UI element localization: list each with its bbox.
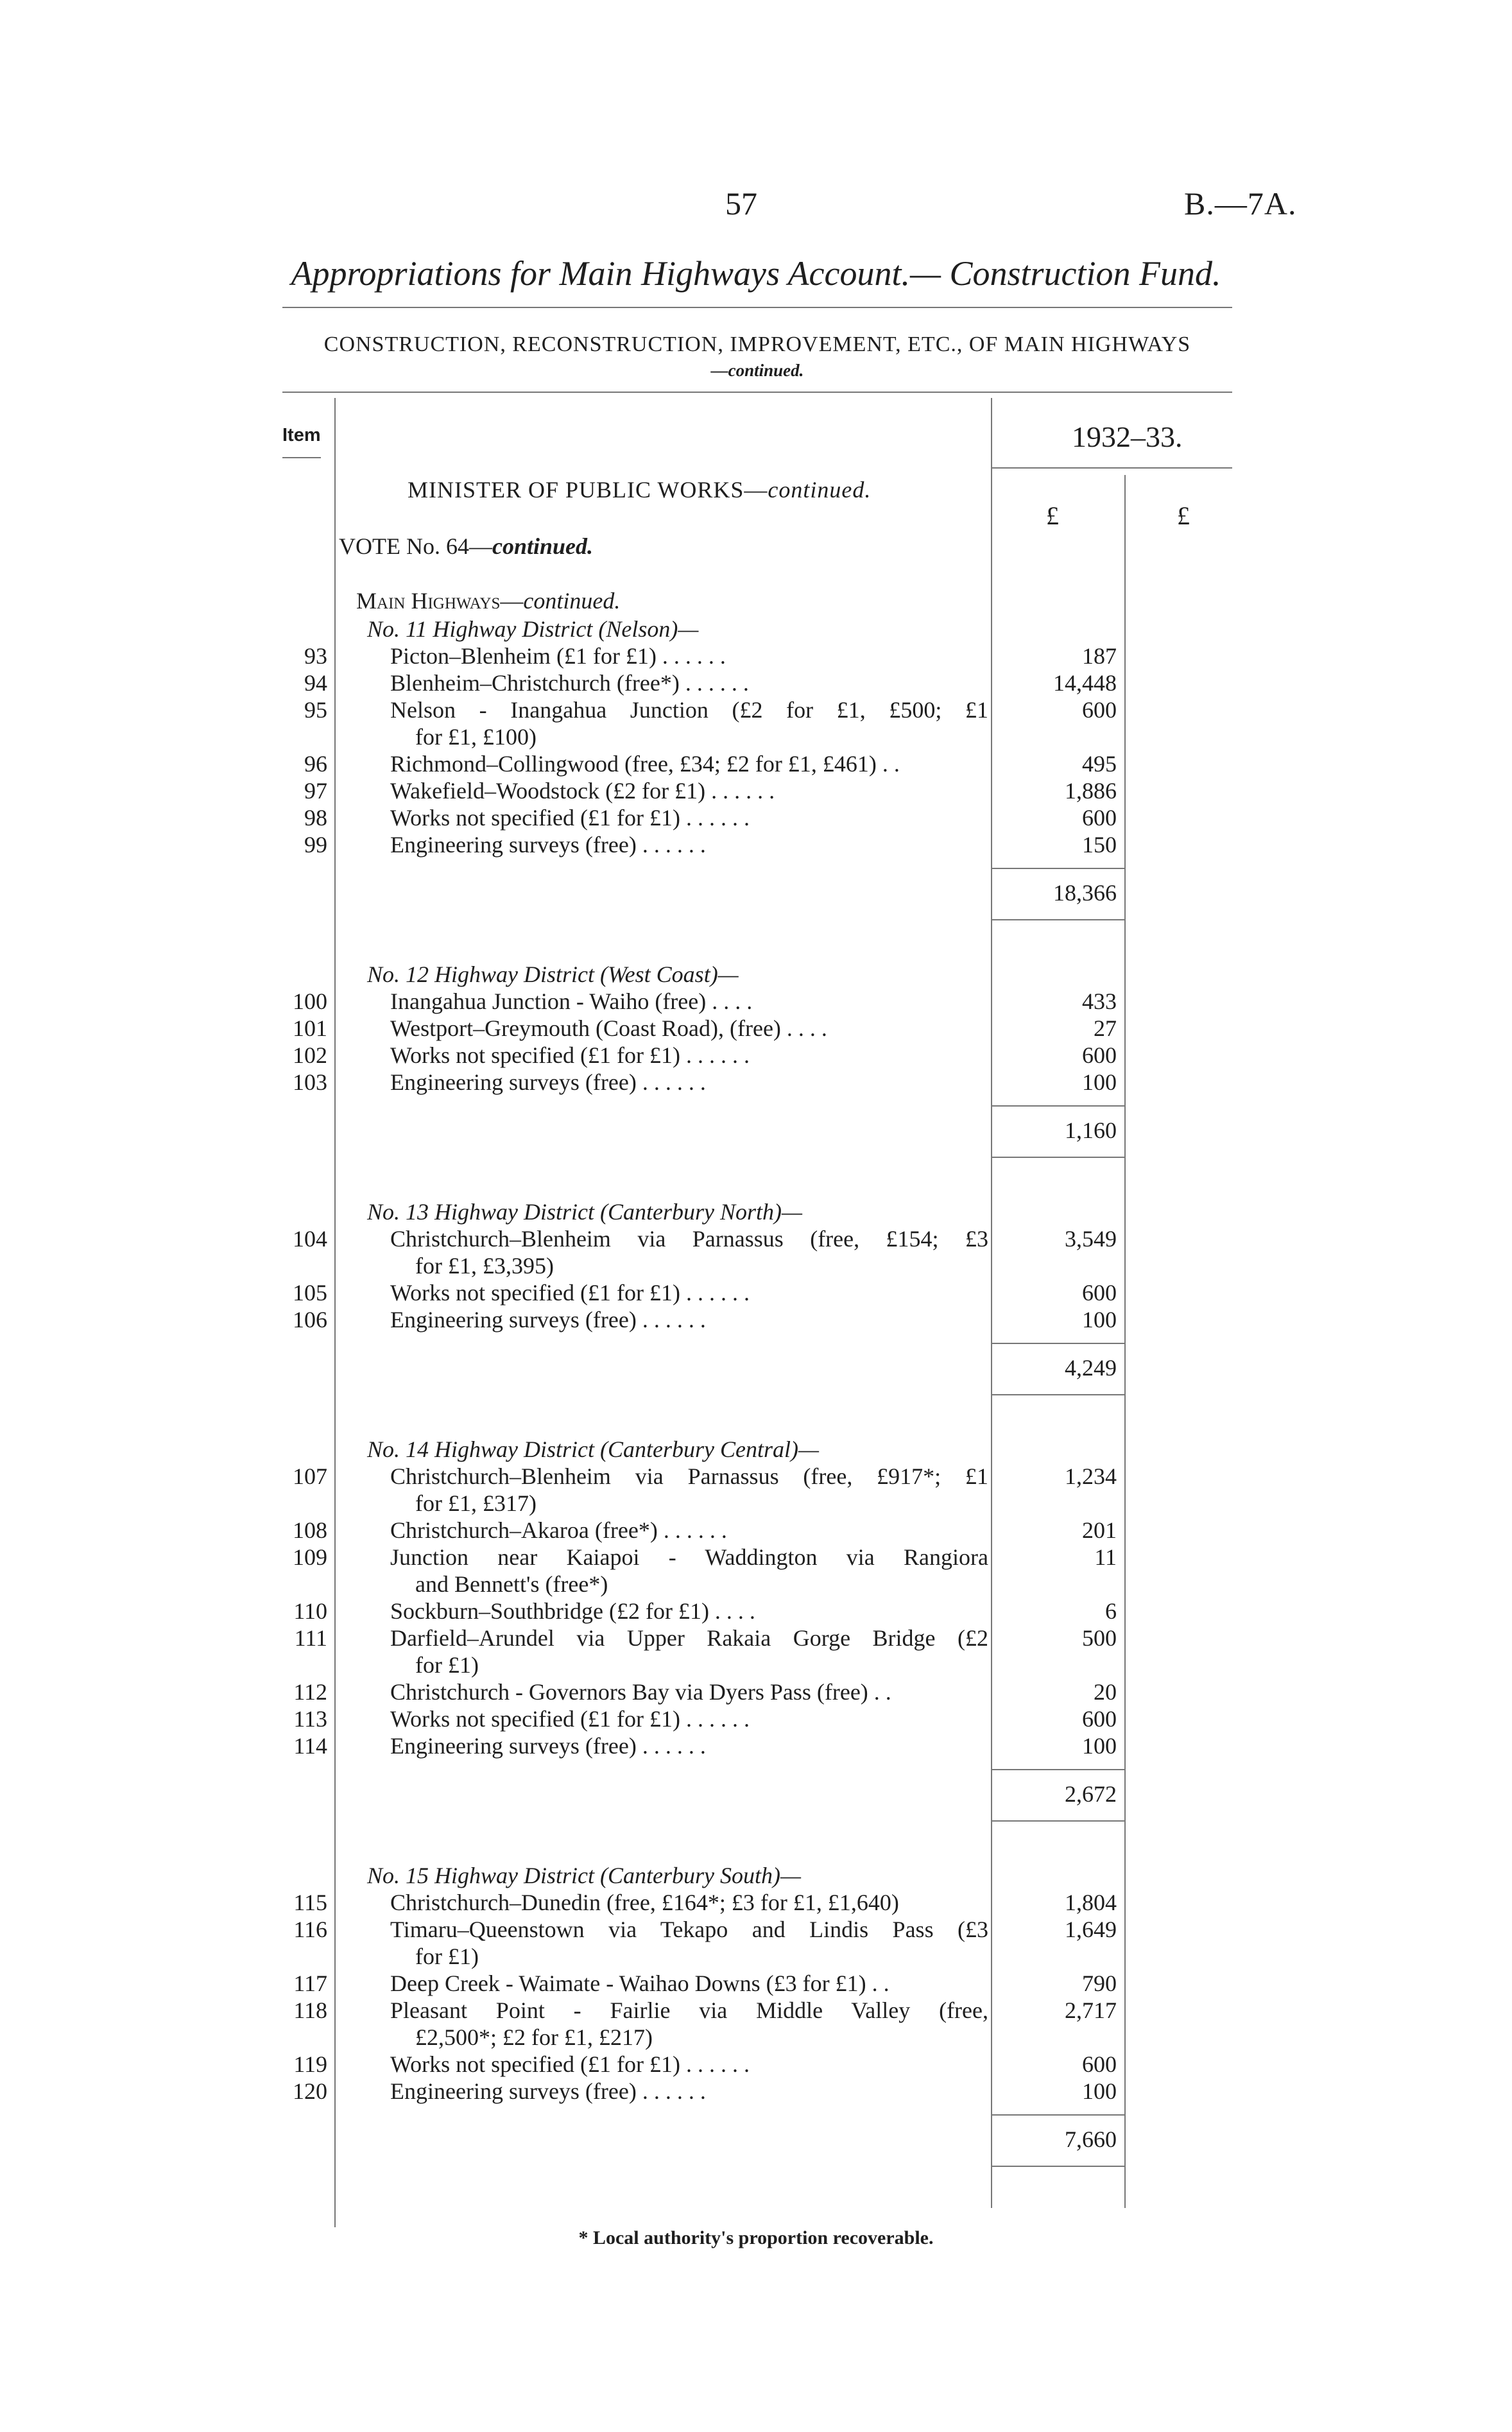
item-description: Works not specified (£1 for £1) . . . . . . xyxy=(390,1706,750,1732)
item-number: 106 xyxy=(293,1307,327,1332)
item-description: Deep Creek - Waimate - Waihao Downs (£3 for £1) . . xyxy=(390,1971,889,1996)
item-description-continued: for £1, £3,395) xyxy=(415,1253,554,1279)
item-number: 95 xyxy=(304,697,327,723)
vote-heading xyxy=(339,533,593,560)
table-row xyxy=(0,1888,1512,1917)
item-number: 101 xyxy=(293,1015,327,1041)
item-description: Nelson - Inangahua Junction (£2 for £1, £500; £1 xyxy=(390,697,988,723)
document-reference: B.—7A. xyxy=(1184,185,1297,221)
item-amount: 100 xyxy=(1082,2078,1117,2104)
item-number: 99 xyxy=(304,832,327,858)
total-rule xyxy=(991,2166,1126,2167)
item-description: Timaru–Queenstown via Tekapo and Lindis Pass (£3 xyxy=(390,1917,988,1942)
item-number: 120 xyxy=(293,2078,327,2104)
table-row xyxy=(0,1996,1512,2024)
table-row-continuation xyxy=(0,1252,1512,1280)
table-row xyxy=(0,669,1512,697)
footnote: * Local authority's proportion recoverable. xyxy=(578,2227,934,2248)
district-heading: No. 13 Highway District (Canterbury North)— xyxy=(367,1199,803,1225)
table-row xyxy=(0,1624,1512,1652)
item-amount: 790 xyxy=(1082,1971,1117,1996)
item-description: Engineering surveys (free) . . . . . . xyxy=(390,1307,706,1332)
fiscal-year-header: 1932–33. xyxy=(1072,420,1183,453)
table-row xyxy=(0,1705,1512,1733)
item-amount: 100 xyxy=(1082,1069,1117,1095)
item-description: Engineering surveys (free) . . . . . . xyxy=(390,1069,706,1095)
item-description: Westport–Greymouth (Coast Road), (free) . . . . xyxy=(390,1015,827,1041)
subtotal-rule xyxy=(991,1343,1126,1344)
section-subtitle-continued: —continued. xyxy=(710,361,804,380)
district-total: 18,366 xyxy=(1053,880,1117,906)
table-row xyxy=(0,1678,1512,1706)
vote-continued: continued. xyxy=(492,533,594,559)
table-row xyxy=(0,1597,1512,1625)
table-row xyxy=(0,1306,1512,1334)
item-description: Christchurch–Blenheim via Parnassus (free, £917*; £1 xyxy=(390,1463,988,1489)
item-description: Junction near Kaiapoi - Waddington via Rangiora xyxy=(390,1544,988,1570)
minister-name: MINISTER OF PUBLIC WORKS— xyxy=(408,477,768,503)
item-number: 118 xyxy=(293,1997,327,2023)
main-highways-label: Main Highways— xyxy=(356,588,524,614)
item-description: Richmond–Collingwood (free, £34; £2 for £1, £461) . . xyxy=(390,751,900,777)
table-row xyxy=(0,831,1512,859)
district-heading: No. 12 Highway District (West Coast)— xyxy=(367,962,739,987)
item-description: Christchurch–Blenheim via Parnassus (free, £154; £3 xyxy=(390,1226,988,1252)
item-number: 114 xyxy=(293,1733,327,1759)
table-row-continuation xyxy=(0,1489,1512,1517)
item-number: 110 xyxy=(293,1598,327,1624)
item-amount: 600 xyxy=(1082,697,1117,723)
item-amount: 6 xyxy=(1105,1598,1117,1624)
item-description: Darfield–Arundel via Upper Rakaia Gorge Bridge (£2 xyxy=(390,1625,988,1651)
item-number: 100 xyxy=(293,988,327,1014)
item-number: 109 xyxy=(293,1544,327,1570)
item-description: Works not specified (£1 for £1) . . . . . . xyxy=(390,805,750,831)
item-description: Engineering surveys (free) . . . . . . xyxy=(390,832,706,858)
item-description: Christchurch–Dunedin (free, £164*; £3 for £1, £1,640) xyxy=(390,1890,899,1915)
item-description: Works not specified (£1 for £1) . . . . . . xyxy=(390,2051,750,2077)
item-amount: 600 xyxy=(1082,1706,1117,1732)
item-description: Picton–Blenheim (£1 for £1) . . . . . . xyxy=(390,643,726,669)
item-description: Works not specified (£1 for £1) . . . . . . xyxy=(390,1042,750,1068)
item-number: 116 xyxy=(293,1917,327,1942)
item-amount: 495 xyxy=(1082,751,1117,777)
item-number: 108 xyxy=(293,1517,327,1543)
table-row-continuation xyxy=(0,1942,1512,1971)
item-number: 94 xyxy=(304,670,327,696)
item-description-continued: for £1) xyxy=(415,1652,479,1678)
district-total: 4,249 xyxy=(1065,1355,1117,1381)
table-row xyxy=(0,777,1512,805)
item-amount: 3,549 xyxy=(1065,1226,1117,1252)
item-amount: 100 xyxy=(1082,1307,1117,1332)
item-number: 117 xyxy=(293,1971,327,1996)
vote-number: VOTE No. 64— xyxy=(339,533,492,559)
item-number: 105 xyxy=(293,1280,327,1306)
subtotal-rule xyxy=(991,868,1126,869)
item-amount: 187 xyxy=(1082,643,1117,669)
item-description: Christchurch - Governors Bay via Dyers Pass (free) . . xyxy=(390,1679,891,1705)
item-amount: 20 xyxy=(1094,1679,1117,1705)
district-total: 7,660 xyxy=(1065,2126,1117,2152)
total-rule xyxy=(991,1157,1126,1158)
item-amount: 600 xyxy=(1082,1280,1117,1306)
item-description: Wakefield–Woodstock (£2 for £1) . . . . . . xyxy=(390,778,775,804)
item-number: 107 xyxy=(293,1463,327,1489)
item-number: 104 xyxy=(293,1226,327,1252)
item-amount: 433 xyxy=(1082,988,1117,1014)
item-description: Blenheim–Christchurch (free*) . . . . . . xyxy=(390,670,749,696)
table-row xyxy=(0,1462,1512,1490)
item-description-continued: for £1) xyxy=(415,1944,479,1969)
table-row xyxy=(0,1279,1512,1307)
district-total: 1,160 xyxy=(1065,1117,1117,1143)
item-amount: 150 xyxy=(1082,832,1117,858)
item-amount: 1,649 xyxy=(1065,1917,1117,1942)
item-number: 112 xyxy=(293,1679,327,1705)
item-number: 119 xyxy=(293,2051,327,2077)
table-row xyxy=(0,1068,1512,1096)
item-amount: 100 xyxy=(1082,1733,1117,1759)
subtotal-rule xyxy=(991,2114,1126,2116)
item-amount: 201 xyxy=(1082,1517,1117,1543)
table-row-continuation xyxy=(0,1651,1512,1679)
item-description: Works not specified (£1 for £1) . . . . . . xyxy=(390,1280,750,1306)
table-row xyxy=(0,1543,1512,1571)
item-amount: 2,717 xyxy=(1065,1997,1117,2023)
item-amount: 1,886 xyxy=(1065,778,1117,804)
item-number: 115 xyxy=(293,1890,327,1915)
item-number: 98 xyxy=(304,805,327,831)
main-highways-continued: continued. xyxy=(523,588,621,614)
item-description: Pleasant Point - Fairlie via Middle Valley (free, xyxy=(390,1997,988,2023)
district-total: 2,672 xyxy=(1065,1781,1117,1807)
district-heading: No. 14 Highway District (Canterbury Central)— xyxy=(367,1436,819,1462)
pound-sign-right: £ xyxy=(1177,501,1190,530)
pound-sign-left: £ xyxy=(1046,501,1059,530)
item-amount: 1,804 xyxy=(1065,1890,1117,1915)
main-highways-heading xyxy=(356,587,620,614)
item-number: 97 xyxy=(304,778,327,804)
table-row xyxy=(0,987,1512,1015)
total-rule xyxy=(991,919,1126,920)
subtotal-rule xyxy=(991,1105,1126,1107)
table-row xyxy=(0,1014,1512,1042)
item-description: Inangahua Junction - Waiho (free) . . . . xyxy=(390,988,753,1014)
item-header-rule xyxy=(282,457,321,458)
minister-continued: continued. xyxy=(768,477,872,503)
minister-heading xyxy=(408,476,871,503)
page-title: Appropriations for Main Highways Account.— Construction Fund. xyxy=(291,254,1221,293)
table-row xyxy=(0,1225,1512,1253)
item-amount: 600 xyxy=(1082,1042,1117,1068)
table-row xyxy=(0,750,1512,778)
item-amount: 1,234 xyxy=(1065,1463,1117,1489)
item-number: 96 xyxy=(304,751,327,777)
table-row xyxy=(0,2050,1512,2078)
item-number: 111 xyxy=(294,1625,327,1651)
table-row xyxy=(0,1969,1512,1997)
item-amount: 14,448 xyxy=(1053,670,1117,696)
table-row xyxy=(0,696,1512,724)
table-row xyxy=(0,1732,1512,1760)
table-row xyxy=(0,804,1512,832)
item-column-header: Item xyxy=(282,425,321,445)
subtotal-rule xyxy=(991,1769,1126,1770)
item-amount: 500 xyxy=(1082,1625,1117,1651)
section-subtitle: CONSTRUCTION, RECONSTRUCTION, IMPROVEMENT, ETC., OF MAIN HIGHWAYS xyxy=(323,332,1191,356)
item-amount: 600 xyxy=(1082,2051,1117,2077)
total-rule xyxy=(991,1820,1126,1822)
table-row xyxy=(0,1516,1512,1544)
subtitle-rule xyxy=(282,392,1232,393)
item-number: 103 xyxy=(293,1069,327,1095)
item-number: 102 xyxy=(293,1042,327,1068)
table-row xyxy=(0,1041,1512,1069)
item-description-continued: £2,500*; £2 for £1, £217) xyxy=(415,2024,653,2050)
page-number: 57 xyxy=(725,185,757,221)
item-amount: 600 xyxy=(1082,805,1117,831)
table-row-continuation xyxy=(0,1570,1512,1598)
district-heading: No. 15 Highway District (Canterbury South)— xyxy=(367,1863,801,1888)
table-row-continuation xyxy=(0,2023,1512,2051)
item-amount: 11 xyxy=(1094,1544,1117,1570)
item-description-continued: for £1, £317) xyxy=(415,1490,537,1516)
item-description-continued: for £1, £100) xyxy=(415,724,537,750)
district-heading: No. 11 Highway District (Nelson)— xyxy=(367,616,699,642)
item-description: Engineering surveys (free) . . . . . . xyxy=(390,2078,706,2104)
title-rule xyxy=(282,307,1232,308)
item-description: Sockburn–Southbridge (£2 for £1) . . . . xyxy=(390,1598,755,1624)
item-amount: 27 xyxy=(1094,1015,1117,1041)
year-rule xyxy=(991,467,1232,469)
item-description: Engineering surveys (free) . . . . . . xyxy=(390,1733,706,1759)
table-row xyxy=(0,2077,1512,2105)
table-row xyxy=(0,642,1512,670)
item-number: 93 xyxy=(304,643,327,669)
item-number: 113 xyxy=(293,1706,327,1732)
table-row-continuation xyxy=(0,723,1512,751)
table-row xyxy=(0,1915,1512,1944)
item-description: Christchurch–Akaroa (free*) . . . . . . xyxy=(390,1517,727,1543)
item-description-continued: and Bennett's (free*) xyxy=(415,1571,608,1597)
total-rule xyxy=(991,1394,1126,1395)
